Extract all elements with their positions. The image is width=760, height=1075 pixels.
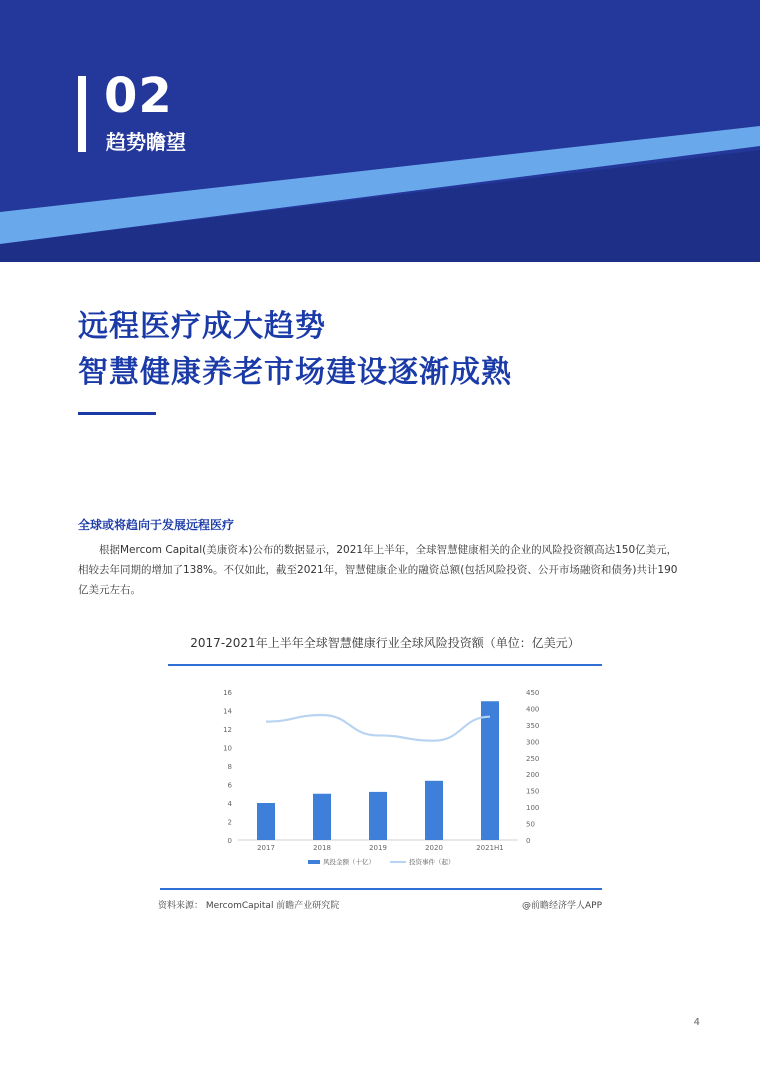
credit-note: @前瞻经济学人APP	[521, 901, 602, 911]
headline-line-2: 智慧健康养老市场建设逐渐成熟	[78, 355, 512, 390]
page-number: 4	[693, 1017, 700, 1028]
legend-label-line: 投资事件（起）	[409, 858, 455, 866]
chart-top-rule	[168, 664, 602, 666]
y-left-tick-label: 6	[227, 781, 232, 790]
bar-2017	[257, 803, 275, 840]
y-right-tick-label: 450	[526, 689, 540, 697]
investment-chart	[200, 680, 560, 880]
y-right-tick-label: 100	[526, 804, 540, 813]
headline-underline	[78, 412, 156, 415]
legend-swatch-bar	[308, 860, 320, 864]
section-name: 趋势瞻望	[106, 130, 186, 154]
page-headline	[78, 304, 512, 396]
section-marker-bar	[78, 76, 86, 152]
line-series-investment-events	[266, 715, 490, 741]
y-right-tick-label: 350	[526, 721, 540, 730]
y-left-tick-label: 4	[227, 800, 232, 808]
x-tick-label: 2020	[425, 844, 443, 852]
legend-label-bar: 风投金额（十亿）	[323, 858, 375, 866]
chart-title: 2017-2021年上半年全球智慧健康行业全球风险投资额（单位：亿美元）	[190, 636, 580, 650]
y-left-tick-label: 16	[223, 689, 232, 697]
x-tick-label: 2018	[313, 844, 331, 852]
y-right-tick-label: 150	[526, 787, 540, 796]
section-subheading: 全球或将趋向于发展远程医疗	[78, 518, 235, 532]
y-right-tick-label: 200	[526, 771, 540, 780]
y-left-tick-label: 8	[227, 763, 232, 771]
y-left-tick-label: 12	[223, 726, 232, 734]
headline-line-1: 远程医疗成大趋势	[78, 309, 326, 344]
y-right-tick-label: 400	[526, 705, 540, 714]
section-number: 02	[104, 68, 173, 124]
y-right-tick-label: 250	[526, 754, 540, 763]
source-note: 资料来源： MercomCapital 前瞻产业研究院	[158, 901, 340, 911]
bar-2021H1	[481, 701, 499, 840]
y-right-tick-label: 300	[526, 738, 540, 747]
y-right-tick-label: 0	[526, 837, 531, 845]
y-left-tick-label: 0	[227, 837, 232, 845]
bar-2018	[313, 794, 331, 840]
y-left-tick-label: 10	[223, 744, 232, 753]
x-tick-label: 2019	[369, 844, 387, 852]
y-left-tick-label: 14	[223, 707, 232, 716]
x-tick-label: 2021H1	[476, 844, 504, 852]
body-paragraph: 根据Mercom Capital(美康资本)公布的数据显示，2021年上半年，全球智慧健康相关的企业的风险投资额高达150亿美元，相较去年同期的增加了138%。不仅如此，截至2021年，智慧健康企业的融资总额(包括风险投资、公开市场融资和债务)共计190 亿美元左右。	[78, 544, 678, 596]
bar-2019	[369, 792, 387, 840]
y-left-tick-label: 2	[227, 818, 232, 827]
x-tick-label: 2017	[257, 844, 275, 852]
bar-2020	[425, 781, 443, 840]
chart-bottom-rule	[160, 888, 602, 890]
y-right-tick-label: 50	[526, 820, 535, 829]
